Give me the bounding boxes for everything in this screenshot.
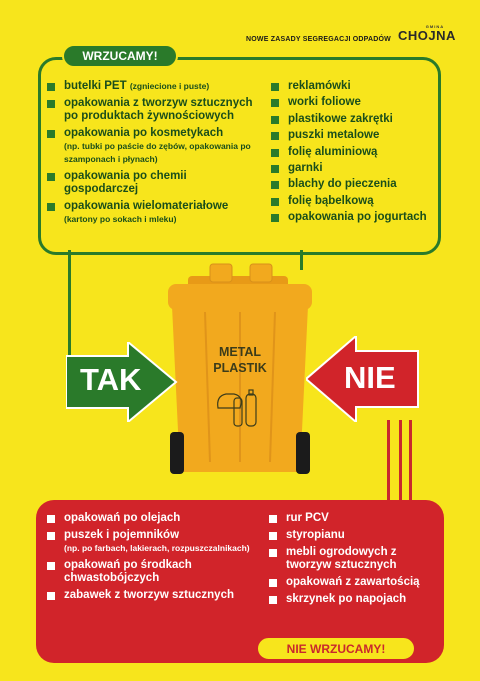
list-item	[44, 170, 254, 196]
item-text: opakowania po jogurtach	[288, 211, 427, 224]
square-bullet-icon	[269, 596, 277, 604]
square-bullet-icon	[47, 592, 55, 600]
bin-label-line1: METAL	[218, 345, 262, 359]
list-item	[268, 113, 438, 126]
item-text: folię aluminiową	[288, 145, 378, 158]
item-text: puszki metalowe	[288, 129, 380, 142]
list-item	[44, 97, 254, 123]
list-item	[266, 546, 436, 572]
square-bullet-icon	[47, 562, 55, 570]
list-item	[268, 96, 438, 109]
bin-label	[200, 344, 280, 376]
item-text: skrzynek po napojach	[286, 593, 407, 605]
item-text: garnki	[288, 161, 323, 174]
square-bullet-icon	[271, 149, 279, 157]
list-item	[268, 162, 438, 175]
bin-label-line2: PLASTIK	[213, 361, 267, 375]
list-item	[268, 211, 438, 224]
square-bullet-icon	[47, 532, 55, 540]
rejected-title: NIE WRZUCAMY!	[256, 636, 416, 661]
item-text: opakowania z tworzyw sztucznych po produktach żywnościowych	[64, 97, 253, 122]
square-bullet-icon	[47, 173, 55, 181]
list-item	[268, 178, 438, 191]
list-item	[44, 589, 264, 602]
item-note: (kartony po sokach i mleku)	[64, 214, 177, 224]
square-bullet-icon	[271, 116, 279, 124]
item-text: zabawek z tworzyw sztucznych	[64, 589, 234, 601]
item-text: opakowań po środkach chwastobójczych	[64, 559, 192, 584]
item-text: worki foliowe	[288, 96, 361, 109]
square-bullet-icon	[47, 100, 55, 108]
accepted-title: WRZUCAMY!	[62, 44, 178, 68]
item-text: folię bąbelkową	[288, 194, 374, 207]
square-bullet-icon	[271, 83, 279, 91]
item-note: (np. tubki po paście do zębów, opakowania po szamponach i płynach)	[64, 141, 251, 164]
list-item	[266, 593, 436, 606]
list-item	[268, 195, 438, 208]
item-note: (np. po farbach, lakierach, rozpuszczalnikach)	[64, 543, 250, 553]
yes-label: TAK	[80, 362, 142, 397]
logo-main-text: CHOJNA	[398, 28, 456, 43]
item-text: opakowania po chemii gospodarczej	[64, 170, 187, 195]
square-bullet-icon	[271, 132, 279, 140]
municipality-logo	[398, 24, 456, 43]
square-bullet-icon	[271, 99, 279, 107]
list-item	[268, 80, 438, 93]
rejected-list-right	[266, 512, 436, 610]
square-bullet-icon	[269, 532, 277, 540]
item-note: (zgniecione i puste)	[129, 81, 210, 91]
connector-line-red-3	[409, 420, 412, 502]
accepted-list-left	[44, 80, 254, 230]
list-item	[44, 512, 264, 525]
list-item	[44, 127, 254, 166]
item-text: rur PCV	[286, 512, 329, 524]
list-item	[266, 512, 436, 525]
list-item	[44, 80, 254, 93]
item-text: opakowań po olejach	[64, 512, 181, 524]
square-bullet-icon	[47, 83, 55, 91]
list-item	[44, 200, 254, 226]
logo-small-text: GMINA	[425, 24, 445, 29]
item-text: mebli ogrodowych z tworzyw sztucznych	[286, 546, 397, 571]
item-text: styropianu	[286, 529, 345, 541]
square-bullet-icon	[269, 549, 277, 557]
square-bullet-icon	[47, 515, 55, 523]
item-text: blachy do pieczenia	[288, 178, 397, 191]
list-item	[266, 576, 436, 589]
square-bullet-icon	[47, 203, 55, 211]
item-text: butelki PET	[64, 80, 127, 92]
item-text: puszek i pojemników	[64, 529, 180, 541]
list-item	[266, 529, 436, 542]
square-bullet-icon	[271, 198, 279, 206]
list-item	[44, 559, 264, 585]
item-text: opakowania po kosmetykach	[64, 127, 224, 139]
item-text: opakowania wielomateriałowe	[64, 200, 229, 212]
item-text: opakowań z zawartością	[286, 576, 420, 588]
no-label: NIE	[344, 360, 396, 395]
header-title: NOWE ZASADY SEGREGACJI ODPADÓW	[246, 36, 391, 43]
square-bullet-icon	[269, 515, 277, 523]
square-bullet-icon	[271, 214, 279, 222]
accepted-list-right	[268, 80, 438, 228]
square-bullet-icon	[271, 165, 279, 173]
square-bullet-icon	[271, 181, 279, 189]
item-text: reklamówki	[288, 80, 351, 92]
item-text: plastikowe zakrętki	[288, 112, 393, 125]
list-item	[268, 146, 438, 159]
connector-line-red-1	[387, 420, 390, 502]
list-item	[268, 129, 438, 142]
list-item	[44, 529, 264, 555]
rejected-list-left	[44, 512, 264, 606]
connector-line-red-2	[399, 420, 402, 502]
square-bullet-icon	[47, 130, 55, 138]
square-bullet-icon	[269, 579, 277, 587]
